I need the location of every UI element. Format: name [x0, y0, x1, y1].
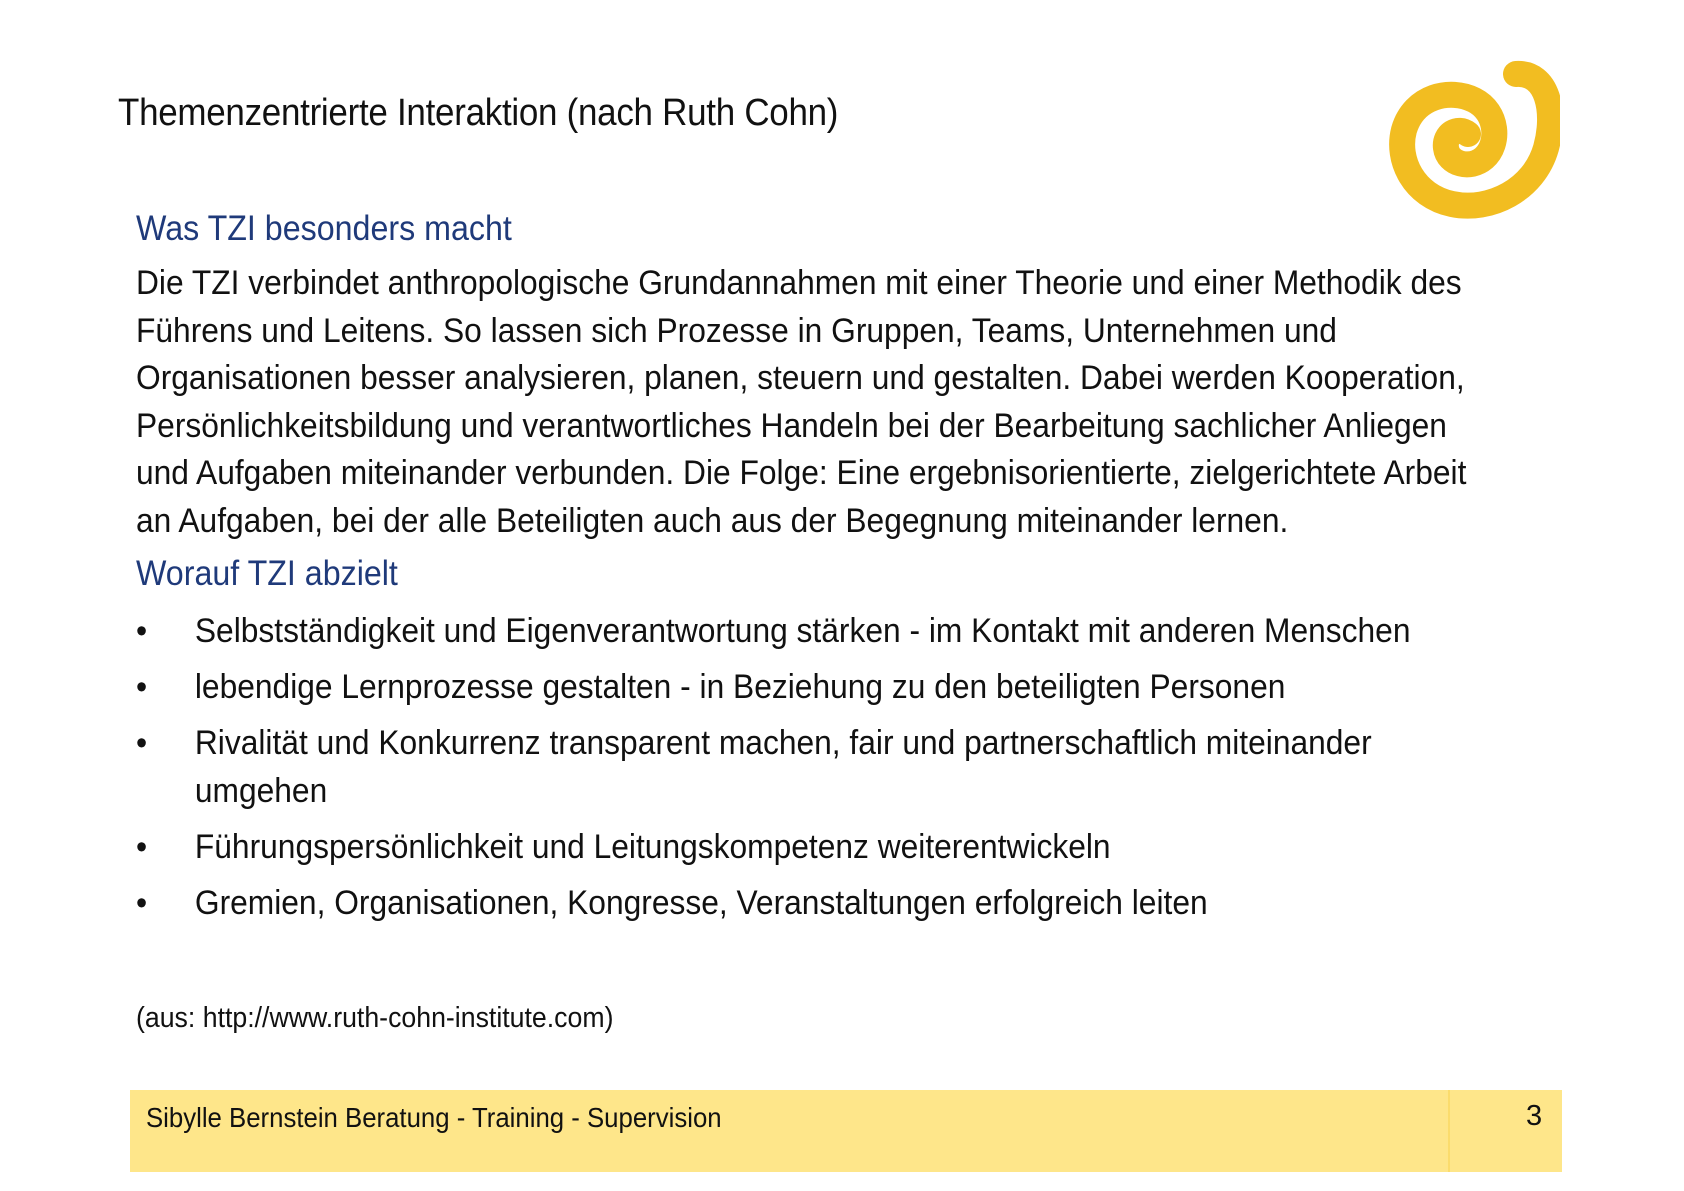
- list-item: [136, 607, 1590, 655]
- paragraph-line: Organisationen besser analysieren, planen, steuern und gestalten. Dabei werden Kooperation,: [136, 359, 1465, 397]
- source-citation: (aus: http://www.ruth-cohn-institute.com): [136, 1002, 614, 1034]
- bullet-icon: •: [136, 612, 148, 650]
- section-heading-tzi-goals: Worauf TZI abzielt: [136, 554, 398, 593]
- bullet-icon: •: [136, 668, 148, 706]
- paragraph-line: und Aufgaben miteinander verbunden. Die Folge: Eine ergebnisorientierte, zielgerichtete Arbeit: [136, 454, 1467, 492]
- list-item-text: Rivalität und Konkurrenz transparent machen, fair und partnerschaftlich miteinander: [194, 724, 1372, 762]
- list-item-text: lebendige Lernprozesse gestalten - in Beziehung zu den beteiligten Personen: [194, 668, 1286, 706]
- tzi-description-paragraph: [136, 260, 1590, 545]
- list-item-text: Gremien, Organisationen, Kongresse, Veranstaltungen erfolgreich leiten: [194, 884, 1208, 922]
- list-item-text: Selbstständigkeit und Eigenverantwortung stärken - im Kontakt mit anderen Menschen: [194, 612, 1411, 650]
- footer-divider: [1448, 1090, 1450, 1172]
- page-title: Themenzentrierte Interaktion (nach Ruth Cohn): [118, 92, 839, 134]
- paragraph-line: an Aufgaben, bei der alle Beteiligten auch aus der Begegnung miteinander lernen.: [136, 501, 1289, 540]
- list-item-text: Führungspersönlichkeit und Leitungskompetenz weiterentwickeln: [194, 828, 1111, 866]
- bullet-icon: •: [136, 724, 148, 762]
- goals-list: [136, 607, 1590, 927]
- list-item: [136, 663, 1590, 711]
- section-heading-tzi-special: Was TZI besonders macht: [136, 209, 512, 248]
- list-item: [136, 719, 1590, 815]
- list-item: [136, 879, 1590, 927]
- page-number: 3: [1526, 1100, 1543, 1132]
- list-item-text: umgehen: [194, 772, 328, 810]
- spiral-logo-icon: [1380, 52, 1560, 222]
- footer-text: Sibylle Bernstein Beratung - Training - Supervision: [146, 1102, 722, 1133]
- paragraph-line: Führens und Leitens. So lassen sich Prozesse in Gruppen, Teams, Unternehmen und: [136, 311, 1337, 350]
- content-area: [136, 206, 1616, 935]
- list-item: [136, 823, 1590, 871]
- paragraph-line: Persönlichkeitsbildung und verantwortliches Handeln bei der Bearbeitung sachlicher Anliegen: [136, 406, 1447, 445]
- paragraph-line: Die TZI verbindet anthropologische Grundannahmen mit einer Theorie und einer Methodik des: [136, 264, 1462, 302]
- bullet-icon: •: [136, 884, 148, 922]
- bullet-icon: •: [136, 828, 148, 866]
